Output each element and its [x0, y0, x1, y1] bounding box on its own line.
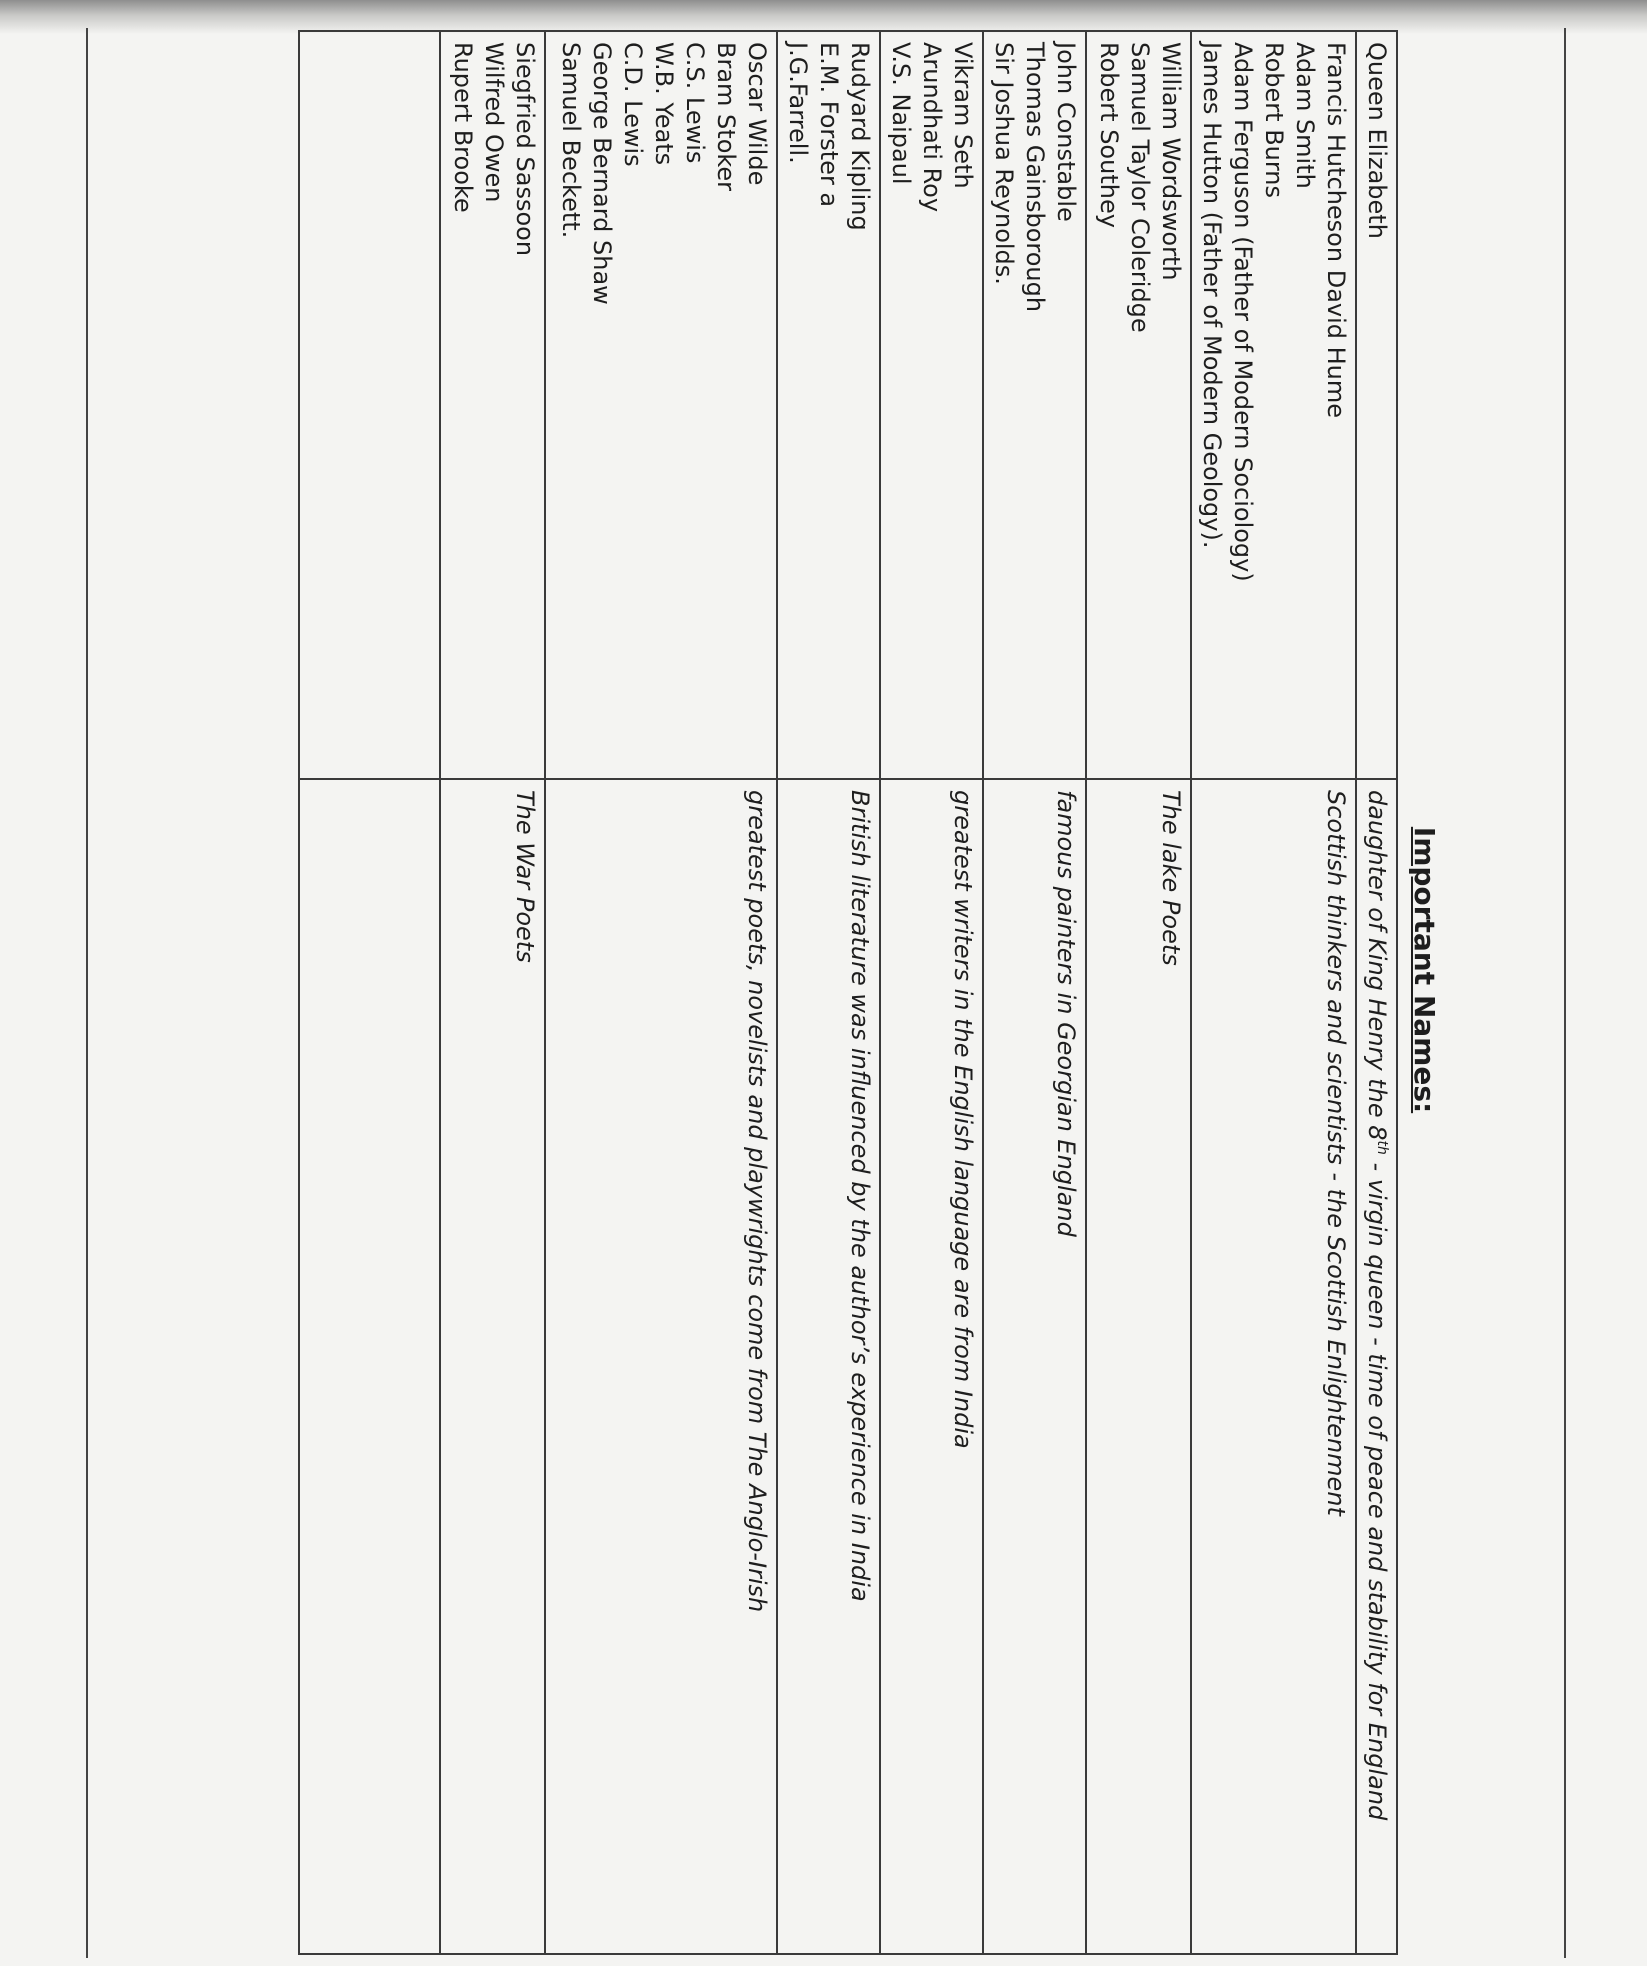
table-row	[777, 31, 880, 1954]
name-entry: J.G.Farrell.	[784, 42, 812, 164]
name-entry: C.S. Lewis	[681, 42, 709, 164]
table-row	[545, 31, 777, 1954]
ordinal-suffix: th	[1374, 1140, 1390, 1155]
page-title: Important Names:	[1408, 826, 1441, 1114]
names-cell	[1086, 31, 1191, 779]
description-cell	[1191, 779, 1356, 1954]
names-cell	[777, 31, 880, 779]
description-cell	[777, 779, 880, 1954]
name-entry: Samuel Beckett.	[557, 42, 585, 239]
names-cell	[299, 31, 440, 779]
name-entry: Adam Ferguson (Father of Modern Sociology)	[1229, 42, 1257, 582]
names-cell	[440, 31, 545, 779]
name-entry: Bram Stoker	[712, 42, 740, 192]
description-part: - virgin queen - time of peace and stability for England	[1363, 1154, 1391, 1821]
table-row	[299, 31, 440, 1954]
name-entry: Queen Elizabeth	[1363, 42, 1391, 239]
table-row	[880, 31, 983, 1954]
name-entry: Siegfried Sassoon	[511, 42, 539, 257]
name-entry: Sir Joshua Reynolds.	[990, 42, 1018, 285]
description-text: British literature was influenced by the author’s experience in India	[846, 790, 874, 1602]
name-entry: Vikram Seth	[949, 42, 977, 189]
names-cell	[1191, 31, 1356, 779]
table-row	[1356, 31, 1397, 1954]
names-cell	[1356, 31, 1397, 779]
name-entry: James Hutton (Father of Modern Geology).	[1198, 42, 1226, 549]
table-row	[1086, 31, 1191, 1954]
description-cell	[983, 779, 1086, 1954]
name-entry: William Wordsworth	[1157, 42, 1185, 281]
table-row	[983, 31, 1086, 1954]
name-entry: Francis Hutcheson David Hume	[1322, 42, 1350, 419]
name-entry: Robert Burns	[1260, 42, 1288, 199]
description-cell	[299, 779, 440, 1954]
description-cell	[545, 779, 777, 1954]
description-cell	[440, 779, 545, 1954]
names-cell	[983, 31, 1086, 779]
important-names-table	[298, 30, 1398, 1955]
name-entry: Robert Southey	[1095, 42, 1123, 228]
name-entry: Rupert Brooke	[449, 42, 477, 213]
description-text: famous painters in Georgian England	[1052, 790, 1080, 1237]
description-text: greatest poets, novelists and playwrights come from The Anglo-Irish	[743, 790, 771, 1613]
description-cell	[880, 779, 983, 1954]
description-cell	[1356, 779, 1397, 1954]
description-part: daughter of King Henry the 8	[1363, 790, 1391, 1141]
name-entry: John Constable	[1052, 42, 1080, 222]
name-entry: Rudyard Kipling	[846, 42, 874, 231]
name-entry: Adam Smith	[1291, 42, 1319, 189]
name-entry: W.B. Yeats	[650, 42, 678, 166]
description-cell	[1086, 779, 1191, 1954]
description-text: Scottish thinkers and scientists - the Scottish Enlightenment	[1322, 790, 1350, 1516]
name-entry: C.D. Lewis	[619, 42, 647, 167]
rotated-document	[298, 30, 1450, 1955]
description-text	[1361, 790, 1392, 1943]
table-row	[440, 31, 545, 1954]
description-text: greatest writers in the English language are from India	[949, 790, 977, 1449]
name-entry: Arundhati Roy	[918, 42, 946, 213]
name-entry: E.M. Forster a	[815, 42, 843, 208]
names-cell	[880, 31, 983, 779]
description-text: The War Poets	[511, 790, 539, 963]
name-entry: Samuel Taylor Coleridge	[1126, 42, 1154, 333]
table-row	[1191, 31, 1356, 1954]
name-entry: George Bernard Shaw	[588, 42, 616, 305]
description-text: The lake Poets	[1157, 790, 1185, 966]
name-entry: Wilfred Owen	[480, 42, 508, 203]
name-entry: Thomas Gainsborough	[1021, 42, 1049, 313]
names-cell	[545, 31, 777, 779]
name-entry: V.S. Naipaul	[887, 42, 915, 185]
name-entry: Oscar Wilde	[743, 42, 771, 186]
